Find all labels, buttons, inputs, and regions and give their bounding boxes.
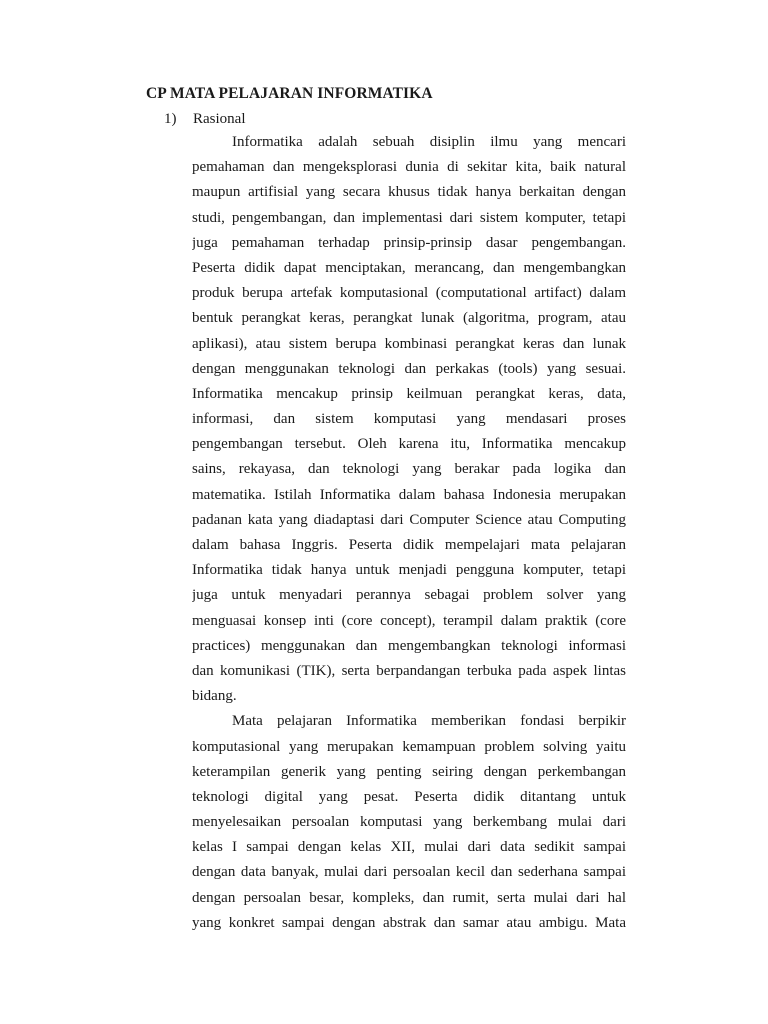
section-number: 1)	[164, 111, 177, 127]
document-title: CP MATA PELAJARAN INFORMATIKA	[146, 85, 433, 102]
paragraph-line: pemahaman dan mengeksplorasi dunia di sekitar kita, baik natural	[192, 159, 626, 176]
paragraph	[192, 709, 626, 936]
paragraph-line: dengan data banyak, mulai dari persoalan kecil dan sederhana sampai	[192, 864, 626, 881]
paragraph-line: juga pemahaman terhadap prinsip-prinsip dasar pengembangan.	[192, 234, 626, 251]
paragraph	[192, 130, 626, 709]
paragraph-line: Informatika tidak hanya untuk menjadi pengguna komputer, tetapi	[192, 562, 626, 579]
paragraph-line: matematika. Istilah Informatika dalam bahasa Indonesia merupakan	[192, 486, 626, 503]
paragraph-line: bidang.	[192, 688, 237, 705]
paragraph-line: padanan kata yang diadaptasi dari Computer Science atau Computing	[192, 511, 626, 528]
paragraph-line: dengan menggunakan teknologi dan perkakas (tools) yang sesuai.	[192, 360, 626, 377]
section-heading: Rasional	[193, 111, 246, 127]
paragraph-line: dalam bahasa Inggris. Peserta didik mempelajari mata pelajaran	[192, 537, 626, 553]
paragraph-line: menguasai konsep inti (core concept), terampil dalam praktik (core	[192, 612, 626, 629]
paragraph-line: maupun artifisial yang secara khusus tidak hanya berkaitan dengan	[192, 184, 626, 201]
paragraph-line: yang konkret sampai dengan abstrak dan samar atau ambigu. Mata	[192, 914, 626, 931]
paragraph-line: komputasional yang merupakan kemampuan problem solving yaitu	[192, 738, 626, 755]
paragraph-line: Informatika adalah sebuah disiplin ilmu yang mencari	[232, 134, 626, 150]
paragraph-line: Peserta didik dapat menciptakan, merancang, dan mengembangkan	[192, 259, 626, 276]
paragraph-line: dan komunikasi (TIK), serta berpandangan terbuka pada aspek lintas	[192, 662, 626, 679]
section-body	[192, 130, 626, 936]
paragraph-line: practices) menggunakan dan mengembangkan teknologi informasi	[192, 637, 626, 654]
paragraph-line: informasi, dan sistem komputasi yang mendasari proses	[192, 411, 626, 428]
paragraph-line: kelas I sampai dengan kelas XII, mulai dari data sedikit sampai	[192, 839, 626, 856]
paragraph-line: teknologi digital yang pesat. Peserta didik ditantang untuk	[192, 788, 626, 805]
paragraph-line: bentuk perangkat keras, perangkat lunak (algoritma, program, atau	[192, 310, 626, 327]
paragraph-line: keterampilan generik yang penting seiring dengan perkembangan	[192, 763, 626, 780]
paragraph-line: produk berupa artefak komputasional (computational artifact) dalam	[192, 285, 626, 302]
paragraph-line: dengan persoalan besar, kompleks, dan rumit, serta mulai dari hal	[192, 889, 626, 906]
paragraph-line: sains, rekayasa, dan teknologi yang berakar pada logika dan	[192, 461, 626, 478]
paragraph-line: aplikasi), atau sistem berupa kombinasi perangkat keras dan lunak	[192, 335, 626, 352]
paragraph-line: juga untuk menyadari perannya sebagai problem solver yang	[192, 587, 626, 604]
paragraph-line: menyelesaikan persoalan komputasi yang berkembang mulai dari	[192, 814, 626, 831]
paragraph-line: pengembangan tersebut. Oleh karena itu, Informatika mencakup	[192, 436, 626, 453]
paragraph-line: Informatika mencakup prinsip keilmuan perangkat keras, data,	[192, 385, 626, 402]
paragraph-line: studi, pengembangan, dan implementasi dari sistem komputer, tetapi	[192, 209, 626, 226]
paragraph-line: Mata pelajaran Informatika memberikan fondasi berpikir	[232, 713, 626, 730]
